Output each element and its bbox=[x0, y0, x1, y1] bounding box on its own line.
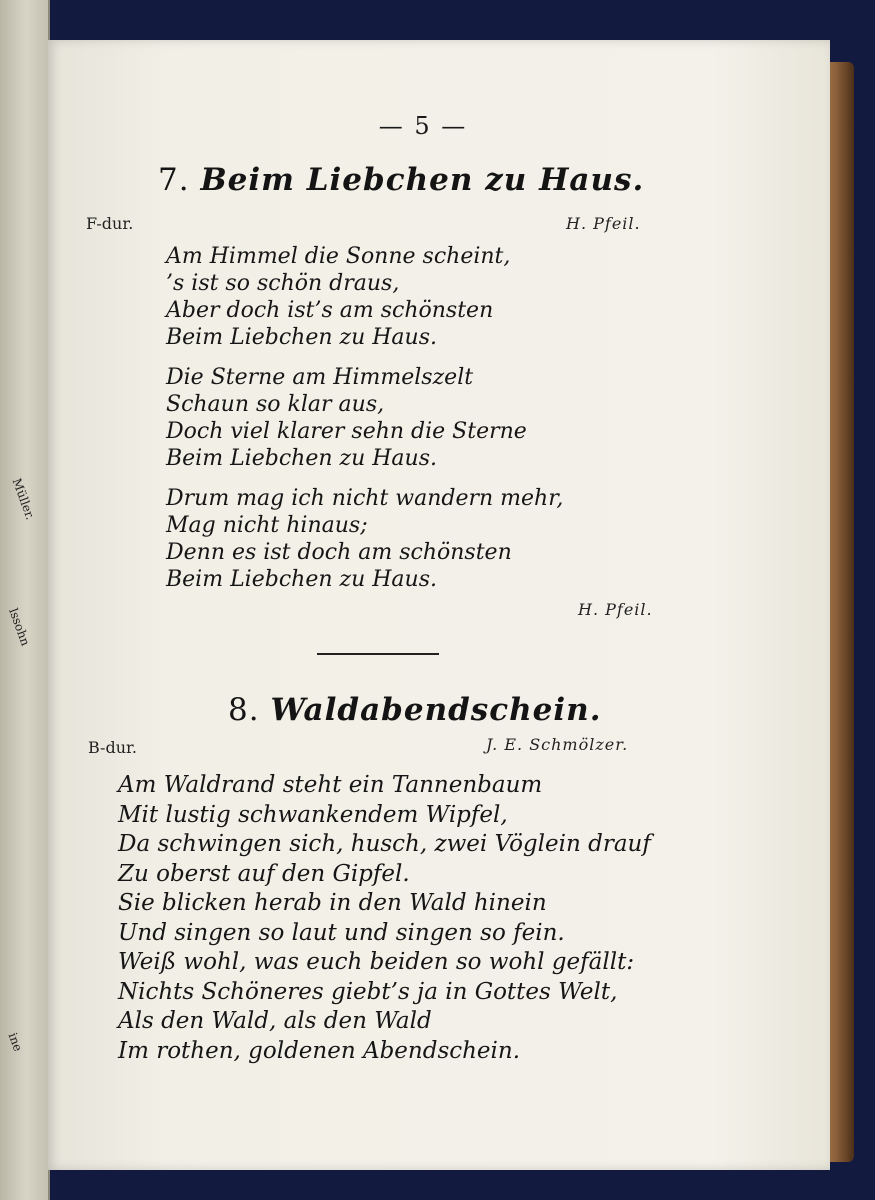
poem-line: Mit lustig schwankendem Wipfel, bbox=[118, 801, 508, 828]
poem-line: Beim Liebchen zu Haus. bbox=[166, 446, 438, 471]
poem-body bbox=[118, 771, 651, 1066]
poem-line: Beim Liebchen zu Haus. bbox=[166, 325, 438, 350]
poem-line: Doch viel klarer sehn die Sterne bbox=[166, 419, 527, 444]
song-title-8 bbox=[228, 692, 602, 728]
poem-line: Im rothen, goldenen Abendschein. bbox=[118, 1037, 521, 1064]
poem-line: Sie blicken herab in den Wald hinein bbox=[118, 890, 547, 916]
left-page-fragment: Müller. bbox=[9, 476, 38, 522]
song-name: Waldabendschein. bbox=[270, 692, 602, 728]
poem-line: Am Waldrand steht ein Tannenbaum bbox=[118, 772, 543, 798]
stanza-1 bbox=[166, 243, 510, 351]
left-page-edge bbox=[0, 0, 50, 1200]
song-title-7 bbox=[158, 162, 644, 198]
poem-line: ’s ist so schön draus, bbox=[166, 271, 400, 296]
poem-line: Die Sterne am Himmelszelt bbox=[166, 365, 474, 390]
poem-line: Denn es ist doch am schönsten bbox=[166, 540, 512, 565]
poem-line: Nichts Schöneres giebt’s ja in Gottes Welt, bbox=[118, 978, 618, 1005]
poem-line: Als den Wald, als den Wald bbox=[118, 1008, 432, 1034]
poem-line: Da schwingen sich, husch, zwei Vöglein drauf bbox=[118, 831, 651, 857]
page-number: — 5 — bbox=[378, 112, 468, 140]
poem-line: Am Himmel die Sonne scheint, bbox=[166, 244, 511, 269]
song-key: F-dur. bbox=[86, 214, 134, 233]
song-composer: J. E. Schmölzer. bbox=[486, 735, 629, 754]
left-page-fragment: ine bbox=[5, 1030, 26, 1054]
song-number: 8. bbox=[228, 692, 260, 728]
poem-line: Drum mag ich nicht wandern mehr, bbox=[166, 486, 564, 511]
poem-line: Und singen so laut und singen so fein. bbox=[118, 919, 565, 946]
poem-line: Beim Liebchen zu Haus. bbox=[166, 567, 438, 592]
poem-line: Schaun so klar aus, bbox=[166, 392, 385, 417]
song-number: 7. bbox=[158, 162, 190, 198]
song-composer: H. Pfeil. bbox=[566, 214, 641, 233]
poem-line: Weiß wohl, was euch beiden so wohl gefällt: bbox=[118, 949, 635, 975]
left-page-fragment: lssohn bbox=[6, 606, 33, 648]
song-name: Beim Liebchen zu Haus. bbox=[200, 162, 645, 198]
song-key: B-dur. bbox=[88, 738, 137, 757]
poem-line: Zu oberst auf den Gipfel. bbox=[118, 860, 410, 887]
stanza-2 bbox=[166, 364, 527, 472]
poem-line: Aber doch ist’s am schönsten bbox=[166, 298, 494, 323]
poem-line: Mag nicht hinaus; bbox=[166, 513, 368, 538]
song-author: H. Pfeil. bbox=[578, 600, 653, 619]
section-divider bbox=[317, 653, 439, 655]
book-page bbox=[48, 40, 830, 1170]
stanza-3 bbox=[166, 485, 563, 593]
